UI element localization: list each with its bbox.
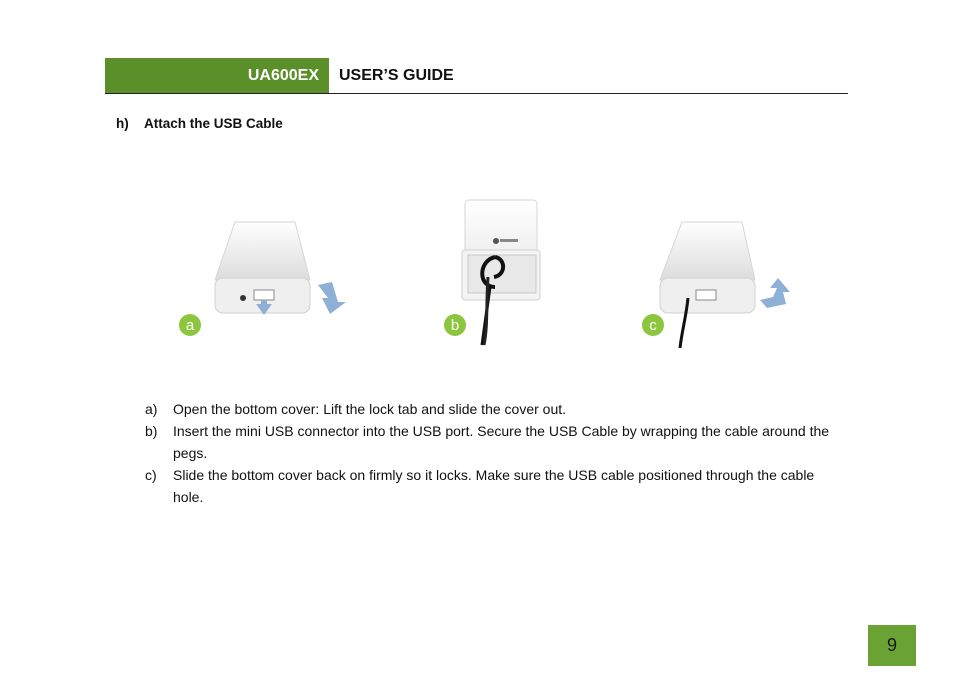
header-product-bar: [105, 58, 329, 93]
figure-a-open-cover: [170, 210, 370, 355]
figure-b-insert-usb: [440, 195, 560, 355]
step-item: [145, 464, 845, 508]
step-letter: c): [145, 467, 157, 483]
svg-text:a: a: [185, 317, 195, 334]
header-product: UA600EX: [247, 66, 319, 84]
step-letter: a): [145, 401, 158, 417]
svg-text:c: c: [649, 317, 657, 334]
step-item: [145, 398, 845, 420]
svg-text:b: b: [450, 317, 460, 334]
section-heading: [116, 116, 283, 131]
step-text: Slide the bottom cover back on firmly so it locks. Make sure the USB cable positioned through the cable hole.: [173, 467, 815, 505]
slide-back-arrow-icon: [760, 278, 790, 308]
figure-c-close-cover: [630, 210, 820, 355]
page-number: 9: [886, 635, 897, 655]
step-letter: b): [145, 423, 158, 439]
step-text: Open the bottom cover: Lift the lock tab and slide the cover out.: [173, 401, 567, 417]
step-text: Insert the mini USB connector into the USB port. Secure the USB Cable by wrapping the cable around the pegs.: [173, 423, 830, 461]
badge-c-icon: [642, 314, 664, 336]
step-item: [145, 420, 845, 464]
header-title: USER’S GUIDE: [339, 66, 454, 84]
steps-list: [145, 398, 845, 508]
badge-b-icon: [444, 314, 466, 336]
header-divider: [105, 93, 848, 94]
page-number-badge: [868, 625, 916, 666]
slide-arrow-icon: [318, 282, 346, 314]
badge-a-icon: [179, 314, 201, 336]
section-title: Attach the USB Cable: [144, 116, 283, 131]
section-marker: h): [116, 116, 129, 131]
